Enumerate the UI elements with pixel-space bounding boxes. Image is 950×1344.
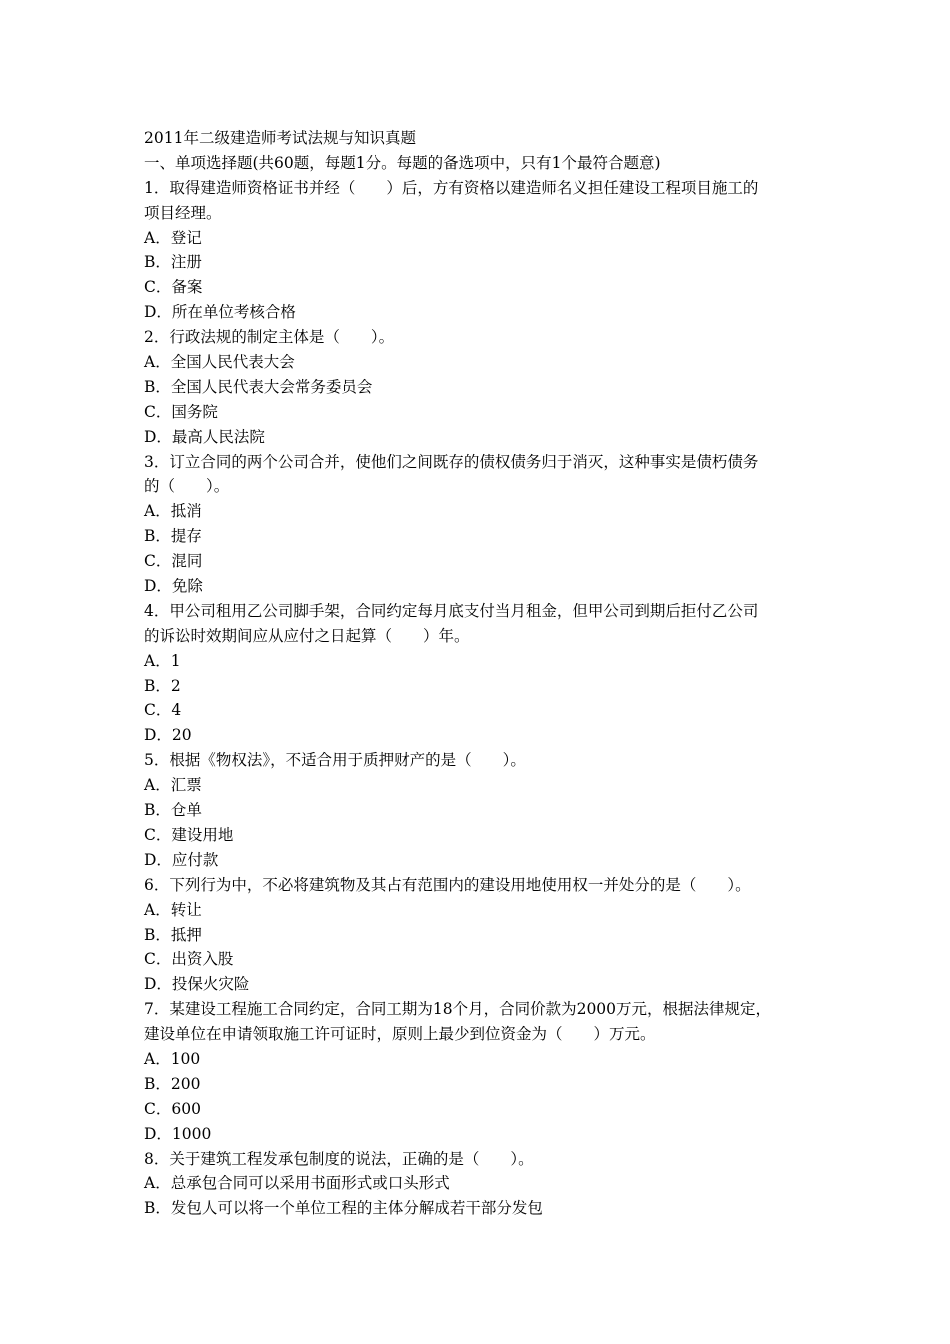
document-title: 2011年二级建造师考试法规与知识真题	[144, 129, 416, 147]
answer-option: B．200	[144, 1074, 201, 1093]
question-stem-line: 4．甲公司租用乙公司脚手架，合同约定每月底支付当月租金，但甲公司到期后拒付乙公司	[144, 601, 759, 620]
answer-option: C．4	[144, 701, 182, 720]
answer-option: A．100	[144, 1049, 201, 1068]
answer-option: B．仓单	[144, 801, 202, 820]
question-6	[144, 873, 824, 997]
answer-option: C．建设用地	[144, 825, 234, 844]
question-stem-line: 5．根据《物权法》，不适合用于质押财产的是（ ）。	[144, 751, 526, 770]
question-stem-line: 8．关于建筑工程发承包制度的说法，正确的是（ ）。	[144, 1149, 534, 1168]
answer-option: D．最高人民法院	[144, 427, 265, 446]
answer-option: D．所在单位考核合格	[144, 303, 296, 322]
question-stem-line: 项目经理。	[144, 203, 222, 222]
question-stem-line: 2．行政法规的制定主体是（ ）。	[144, 328, 395, 347]
answer-option: C．混同	[144, 552, 203, 571]
answer-option: D．免除	[144, 577, 203, 596]
question-stem-line: 的（ ）。	[144, 477, 230, 496]
answer-option: A．登记	[144, 228, 202, 247]
question-1	[144, 176, 824, 325]
question-stem-line: 建设单位在申请领取施工许可证时，原则上最少到位资金为（ ）万元。	[144, 1025, 656, 1044]
answer-option: B．全国人民代表大会常务委员会	[144, 377, 373, 396]
answer-option: A．全国人民代表大会	[144, 353, 295, 372]
answer-option: A．总承包合同可以采用书面形式或口头形式	[144, 1174, 450, 1193]
question-stem-line: 7．某建设工程施工合同约定，合同工期为18个月，合同价款为2000万元，根据法律规定，	[144, 1000, 772, 1019]
answer-option: D．投保火灾险	[144, 975, 250, 994]
answer-option: B．提存	[144, 527, 202, 546]
answer-option: B．2	[144, 676, 181, 695]
answer-option: A．汇票	[144, 776, 202, 795]
question-stem-line: 6．下列行为中，不必将建筑物及其占有范围内的建设用地使用权一并处分的是（ ）。	[144, 875, 751, 894]
answer-option: C．国务院	[144, 402, 218, 421]
answer-option: B．注册	[144, 253, 202, 272]
answer-option: D．20	[144, 726, 192, 745]
question-7	[144, 997, 824, 1146]
answer-option: C．600	[144, 1099, 201, 1118]
answer-option: C．备案	[144, 278, 203, 297]
question-stem-line: 的诉讼时效期间应从应付之日起算（ ）年。	[144, 626, 470, 645]
answer-option: D．1000	[144, 1124, 212, 1143]
answer-option: D．应付款	[144, 850, 219, 869]
answer-option: B．发包人可以将一个单位工程的主体分解成若干部分发包	[144, 1199, 543, 1218]
answer-option: B．抵押	[144, 925, 202, 944]
document-body	[144, 126, 824, 1221]
section-heading: 一、单项选择题(共60题，每题1分。每题的备选项中，只有1个最符合题意)	[144, 153, 661, 172]
question-5	[144, 748, 824, 872]
answer-option: C．出资入股	[144, 950, 234, 969]
question-stem-line: 3．订立合同的两个公司合并，使他们之间既存的债权债务归于消灭，这种事实是债朽债务	[144, 452, 759, 471]
answer-option: A．1	[144, 651, 181, 670]
answer-option: A．抵消	[144, 502, 202, 521]
question-stem-line: 1．取得建造师资格证书并经（ ）后，方有资格以建造师名义担任建设工程项目施工的	[144, 178, 759, 197]
question-2	[144, 325, 824, 449]
question-3	[144, 450, 824, 599]
question-4	[144, 599, 824, 748]
question-8	[144, 1147, 824, 1222]
answer-option: A．转让	[144, 900, 202, 919]
